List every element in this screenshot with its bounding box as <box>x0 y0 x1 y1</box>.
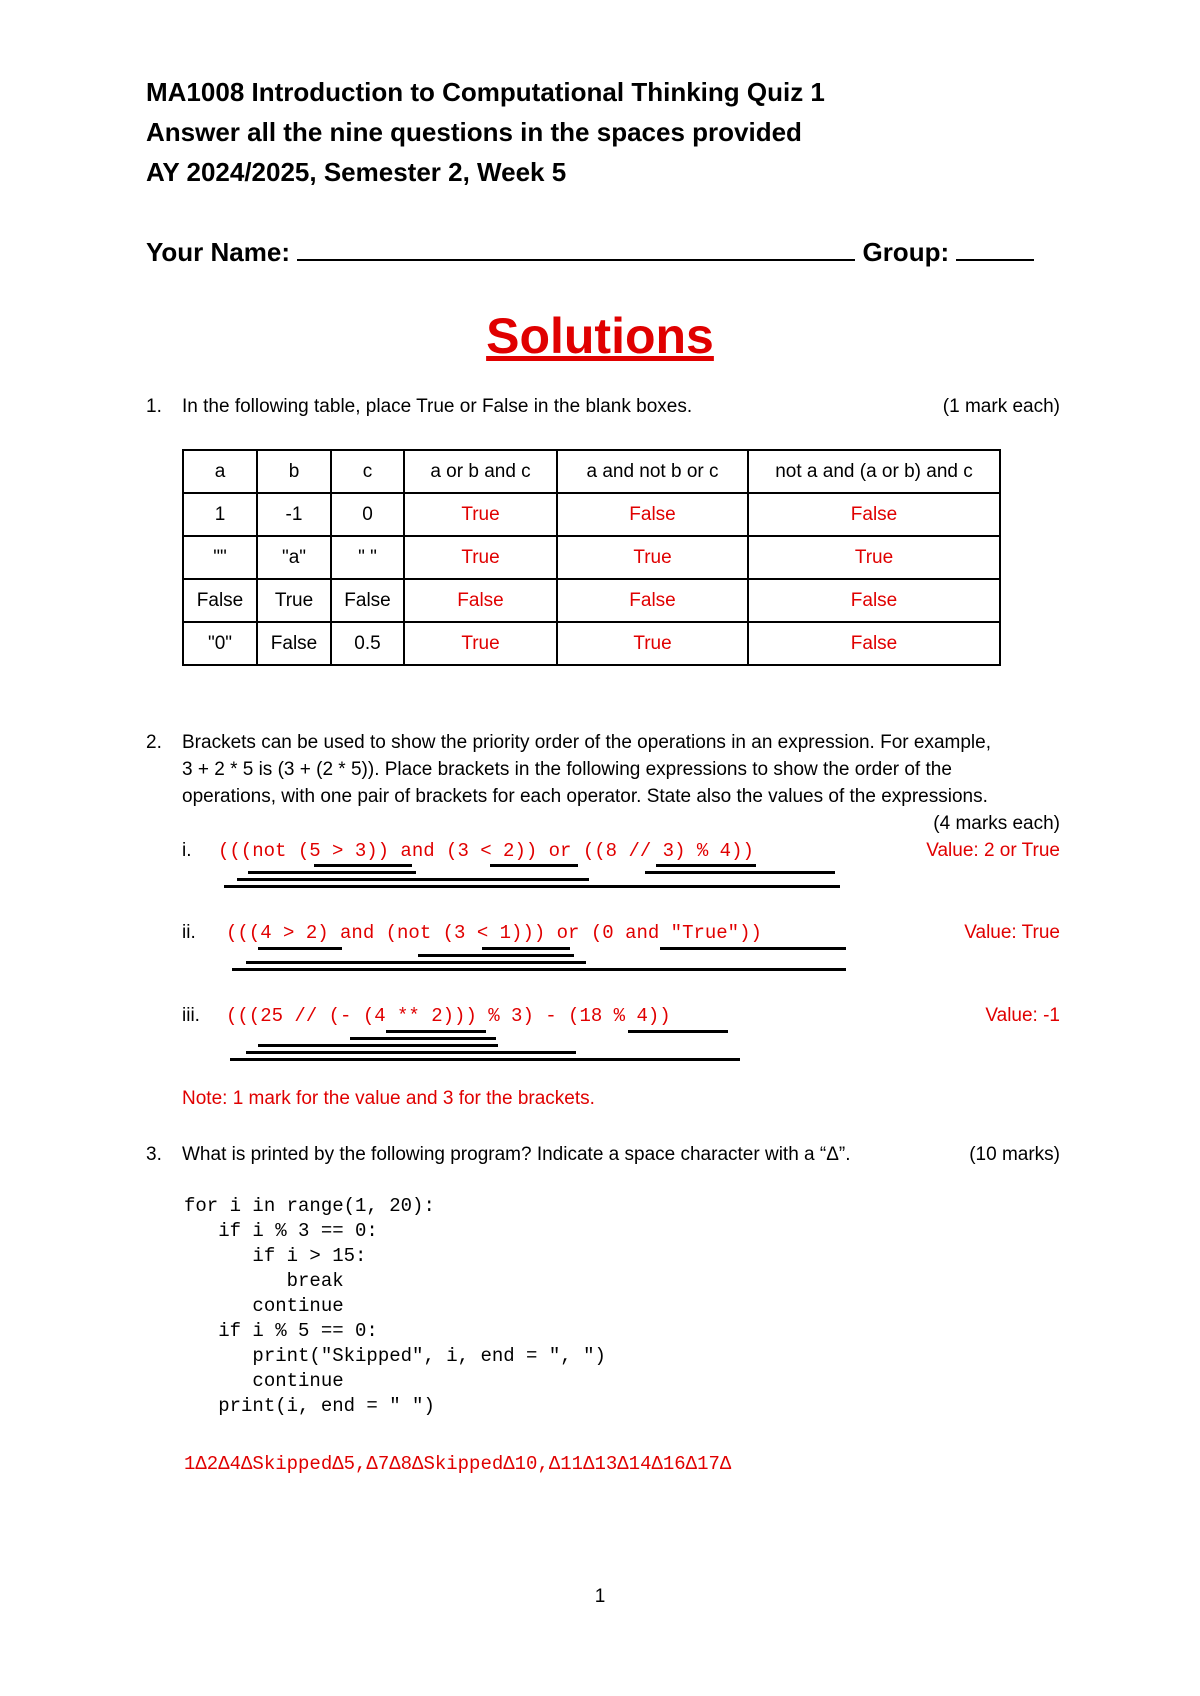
code-line: print("Skipped", i, end = ", ") <box>184 1345 606 1367</box>
table-row <box>183 493 1000 536</box>
bracket-underline <box>645 871 835 874</box>
code-line: if i % 5 == 0: <box>184 1320 378 1342</box>
truth-table <box>182 449 1001 666</box>
cell-b: False <box>257 622 331 665</box>
table-header-row <box>183 450 1000 493</box>
q1-marks: (1 mark each) <box>942 396 1060 417</box>
bracket-underline <box>490 864 578 867</box>
cell-a: False <box>183 579 257 622</box>
header-cell: a and not b or c <box>557 450 748 493</box>
header-cell: a <box>183 450 257 493</box>
code-line: continue <box>184 1295 344 1317</box>
code-line: if i % 3 == 0: <box>184 1220 378 1242</box>
group-blank <box>956 237 1034 261</box>
q3-code-block <box>184 1194 606 1419</box>
header-cell: c <box>331 450 404 493</box>
q2-value: Value: -1 <box>985 1005 1060 1026</box>
answer-cell: True <box>557 622 748 665</box>
bracket-underline <box>246 1051 576 1054</box>
bracket-underline <box>258 1044 498 1047</box>
answer-cell: False <box>557 493 748 536</box>
header-semester: AY 2024/2025, Semester 2, Week 5 <box>146 157 567 187</box>
bracket-underline <box>628 1030 728 1033</box>
q1-text: In the following table, place True or False in the blank boxes. <box>182 396 693 417</box>
cell-b: "a" <box>257 536 331 579</box>
cell-b: True <box>257 579 331 622</box>
answer-cell: True <box>404 622 557 665</box>
table-row <box>183 536 1000 579</box>
bracket-underline <box>237 878 589 881</box>
bracket-underline <box>258 947 342 950</box>
answer-cell: True <box>404 493 557 536</box>
cell-a: "0" <box>183 622 257 665</box>
answer-cell: False <box>404 579 557 622</box>
answer-cell: False <box>748 622 1000 665</box>
header-cell: not a and (a or b) and c <box>748 450 1000 493</box>
code-line: if i > 15: <box>184 1245 367 1267</box>
bracket-underline <box>350 1037 496 1040</box>
answer-cell: False <box>557 579 748 622</box>
q3-answer: 1Δ2Δ4ΔSkippedΔ5,Δ7Δ8ΔSkippedΔ10,Δ11Δ13Δ14Δ16Δ17Δ <box>184 1453 732 1475</box>
answer-cell: True <box>557 536 748 579</box>
bracket-underline <box>660 947 846 950</box>
solutions-title: Solutions <box>486 308 714 364</box>
page-number: 1 <box>594 1586 606 1607</box>
bracket-underline <box>248 871 416 874</box>
bracket-underline <box>482 947 570 950</box>
q2-text-line2: 3 + 2 * 5 is (3 + (2 * 5)). Place brackets in the following expressions to show the order of the <box>182 759 952 780</box>
cell-c: " " <box>331 536 404 579</box>
answer-cell: False <box>748 579 1000 622</box>
group-label: Group: <box>862 237 950 267</box>
cell-a: 1 <box>183 493 257 536</box>
table-row <box>183 579 1000 622</box>
cell-c: False <box>331 579 404 622</box>
q2-item-label: iii. <box>182 1005 200 1026</box>
bracket-underline <box>314 864 412 867</box>
q2-expression: (((25 // (- (4 ** 2))) % 3) - (18 % 4)) <box>226 1005 671 1027</box>
header-course-title: MA1008 Introduction to Computational Thinking Quiz 1 <box>146 77 825 107</box>
answer-cell: False <box>748 493 1000 536</box>
table-row <box>183 622 1000 665</box>
q3-text: What is printed by the following program? Indicate a space character with a “Δ”. <box>182 1144 851 1165</box>
bracket-underline <box>246 961 586 964</box>
name-blank <box>297 237 855 261</box>
q3-number: 3. <box>146 1144 162 1165</box>
code-line: for i in range(1, 20): <box>184 1195 435 1217</box>
bracket-underline <box>224 885 840 888</box>
q1-number: 1. <box>146 396 162 417</box>
code-line: print(i, end = " ") <box>184 1395 435 1417</box>
q2-expression: (((not (5 > 3)) and (3 < 2)) or ((8 // 3) % 4)) <box>218 840 754 862</box>
header-cell: b <box>257 450 331 493</box>
header-cell: a or b and c <box>404 450 557 493</box>
q2-text-line1: Brackets can be used to show the priority order of the operations in an expression. For example, <box>182 732 991 753</box>
q2-marks: (4 marks each) <box>933 813 1060 834</box>
q2-number: 2. <box>146 732 162 753</box>
q2-value: Value: 2 or True <box>926 840 1060 861</box>
name-label: Your Name: <box>146 237 290 267</box>
q2-item-label: ii. <box>182 922 196 943</box>
bracket-underline <box>656 864 756 867</box>
q3-marks: (10 marks) <box>969 1144 1060 1165</box>
bracket-underline <box>418 954 574 957</box>
cell-a: "" <box>183 536 257 579</box>
q2-text-line3: operations, with one pair of brackets for each operator. State also the values of the expressions. <box>182 786 988 807</box>
q2-item-label: i. <box>182 840 192 861</box>
bracket-underline <box>386 1030 486 1033</box>
bracket-underline <box>232 968 846 971</box>
bracket-underline <box>230 1058 740 1061</box>
name-group-line <box>146 236 1034 268</box>
q2-note: Note: 1 mark for the value and 3 for the brackets. <box>182 1088 595 1109</box>
header-instructions: Answer all the nine questions in the spaces provided <box>146 117 802 147</box>
q2-expression: (((4 > 2) and (not (3 < 1))) or (0 and "True")) <box>226 922 762 944</box>
cell-b: -1 <box>257 493 331 536</box>
code-line: continue <box>184 1370 344 1392</box>
code-line: break <box>184 1270 344 1292</box>
q2-value: Value: True <box>964 922 1060 943</box>
cell-c: 0.5 <box>331 622 404 665</box>
answer-cell: True <box>748 536 1000 579</box>
answer-cell: True <box>404 536 557 579</box>
cell-c: 0 <box>331 493 404 536</box>
